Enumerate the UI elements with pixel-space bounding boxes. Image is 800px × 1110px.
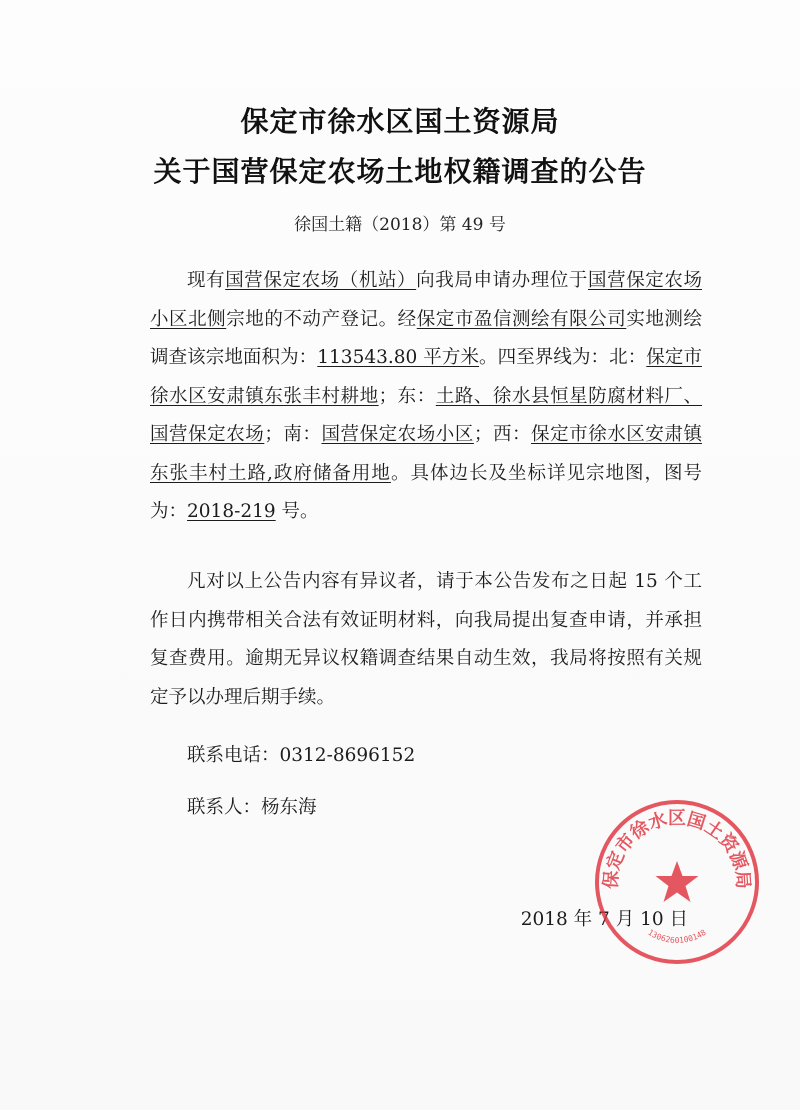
p1-text: ；东： (378, 385, 436, 407)
p1-text: 。具体边长及坐标详见宗地图，图号为： (150, 462, 702, 522)
applicant-name: 国营保定农场（机站） (225, 270, 417, 291)
contact-person: 联系人：杨东海 (187, 797, 317, 818)
p1-text: 号。 (275, 501, 319, 522)
map-number: 2018-219 (187, 501, 276, 522)
parcel-location: 国营保定农场小区北侧 (150, 270, 702, 330)
p1-text: 向我局申请办理位于 (416, 270, 589, 291)
seal-code: 1306260100148 (646, 927, 708, 945)
p1-text: 现有 (187, 270, 226, 291)
p1-text: 实地测绘调查该宗地面积为： (150, 308, 702, 368)
announcement-paragraph-2: 凡对以上公告内容有异议者，请于本公告发布之日起 15 个工作日内携带相关合法有效证明材料，向我局提出复查申请，并承担复查费用。逾期无异议权籍调查结果自动生效，我局将按照有关规定予以办理后期手续。 (150, 571, 702, 708)
survey-company: 保定市盈信测绘有限公司 (416, 308, 627, 330)
p1-text: 宗地的不动产登记。经 (226, 308, 417, 330)
issue-date: 2018 年 7 月 10 日 (520, 909, 688, 930)
seal-star (656, 861, 699, 902)
p1-text: 。四至界线为：北： (479, 347, 647, 368)
south-boundary: 国营保定农场小区 (321, 424, 474, 445)
north-boundary: 保定市徐水区安肃镇东张丰村耕地 (150, 347, 702, 407)
p1-text: ；西： (473, 424, 532, 445)
east-boundary: 土路、徐水县恒星防腐材料厂、国营保定农场 (150, 385, 702, 445)
seal-text: 保定市徐水区国土资源局 (600, 808, 754, 890)
contact-phone: 联系电话：0312-8696152 (187, 745, 416, 766)
title-line-2: 关于国营保定农场土地权籍调查的公告 (153, 155, 647, 188)
parcel-area: 113543.80 平方米 (317, 347, 480, 368)
west-boundary: 保定市徐水区安肃镇东张丰村土路,政府储备用地 (150, 424, 702, 484)
announcement-paragraph-1 (150, 262, 702, 532)
p1-text: ；南： (264, 424, 322, 445)
title-line-1: 保定市徐水区国土资源局 (240, 105, 560, 138)
red-star-seal-icon (592, 797, 762, 967)
document-number: 徐国土籍（2018）第 49 号 (294, 215, 506, 235)
